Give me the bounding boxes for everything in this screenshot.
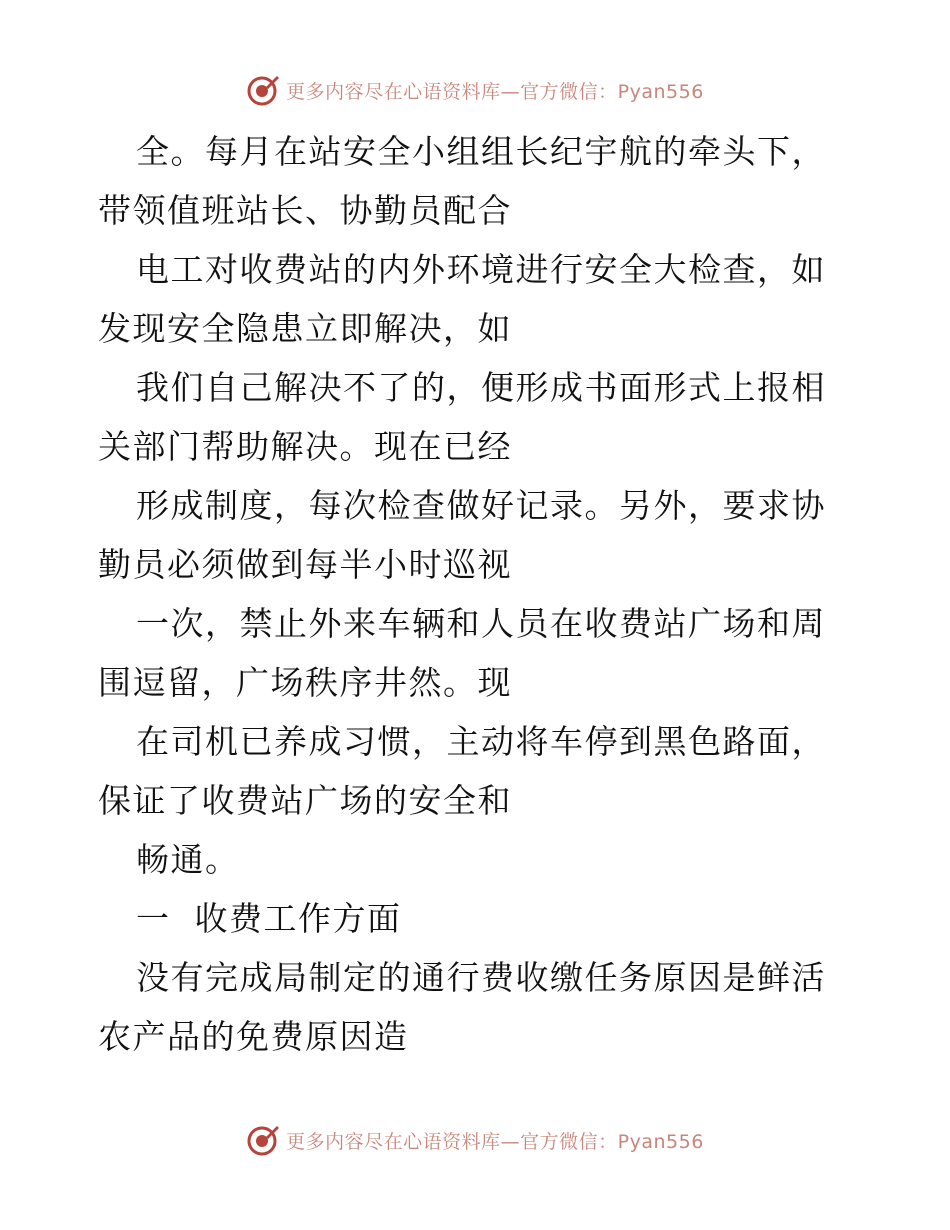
document-body [98,122,858,1066]
paragraph: 形成制度，每次检查做好记录。另外，要求协勤员必须做到每半小时巡视 [98,486,826,584]
paragraph: 在司机已养成习惯，主动将车停到黑色路面，保证了收费站广场的安全和 [98,722,826,820]
footer-banner-text: 更多内容尽在心语资料库—官方微信：Pyan556 [286,1130,704,1153]
pen-seal-logo-icon [246,73,280,107]
header-banner [0,70,950,110]
footer-banner [0,1120,950,1160]
pen-seal-logo-icon [246,1123,280,1157]
paragraph: 我们自己解决不了的，便形成书面形式上报相关部门帮助解决。现在已经 [98,368,826,466]
paragraph: 全。每月在站安全小组组长纪宇航的牵头下，带领值班站长、协勤员配合 [98,132,826,230]
paragraph: 一次，禁止外来车辆和人员在收费站广场和周围逗留，广场秩序井然。现 [98,604,826,702]
section-heading: 一 收费工作方面 [136,899,402,938]
paragraph: 畅通。 [136,840,240,879]
paragraph: 电工对收费站的内外环境进行安全大检查，如发现安全隐患立即解决，如 [98,250,826,348]
header-banner-text: 更多内容尽在心语资料库—官方微信：Pyan556 [286,80,704,103]
paragraph: 没有完成局制定的通行费收缴任务原因是鲜活农产品的免费原因造 [98,958,826,1056]
